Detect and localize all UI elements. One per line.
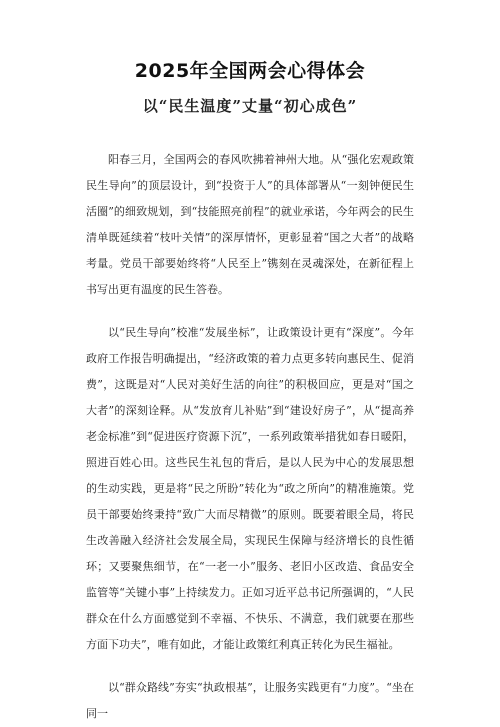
document-subtitle: 以“民生温度”丈量“初心成色” [142,97,358,115]
body-paragraph: 阳春三月，全国两会的春风吹拂着神州大地。从“强化宏观政策民生导向”的顶层设计，到“投资于人”的具体部署从“一刻钟便民生活圈”的细致规划，到“技能照亮前程”的就业承诺，今年两会的民生清单既延续着“枝叶关情”的深厚情怀，更彰显着“国之大者”的战略考量。党员干部要始终将“人民至上”镌刻在灵魂深处，在新征程上书写出更有温度的民生答卷。 [86,153,414,296]
document-body [86,147,414,727]
body-paragraph: 以“民生导向”校准“发展坐标”，让政策设计更有“深度”。今年政府工作报告明确提出，“经济政策的着力点更多转向惠民生、促消费”，这既是对“人民对美好生活的向往”的积极回应，更是对“国之大者”的深刻诠释。从“发放育儿补贴”到“建设好房子”，从“提高养老金标准”到“促进医疗资源下沉”，一系列政策举措犹如春日暖阳，照进百姓心田。这些民生礼包的背后，是以人民为中心的发展思想的生动实践，更是将“民之所盼”转化为“政之所向”的精准施策。党员干部要始终秉持“致广大而尽精微”的原则。既要着眼全局，将民生改善融入经济社会发展全局，实现民生保障与经济增长的良性循环；又要聚焦细节，在“一老一小”服务、老旧小区改造、食品安全监管等“关键小事”上持续发力。正如习近平总书记所强调的，“人民群众在什么方面感觉到不幸福、不快乐、不满意，我们就要在那些方面下功夫”，唯有如此，才能让政策红利真正转化为民生福祉。 [86,326,414,651]
body-paragraph: 以“群众路线”夯实“执政根基”，让服务实践更有“力度”。“坐在同一 [86,681,414,720]
document-title: 2025年全国两会心得体会 [134,60,366,82]
